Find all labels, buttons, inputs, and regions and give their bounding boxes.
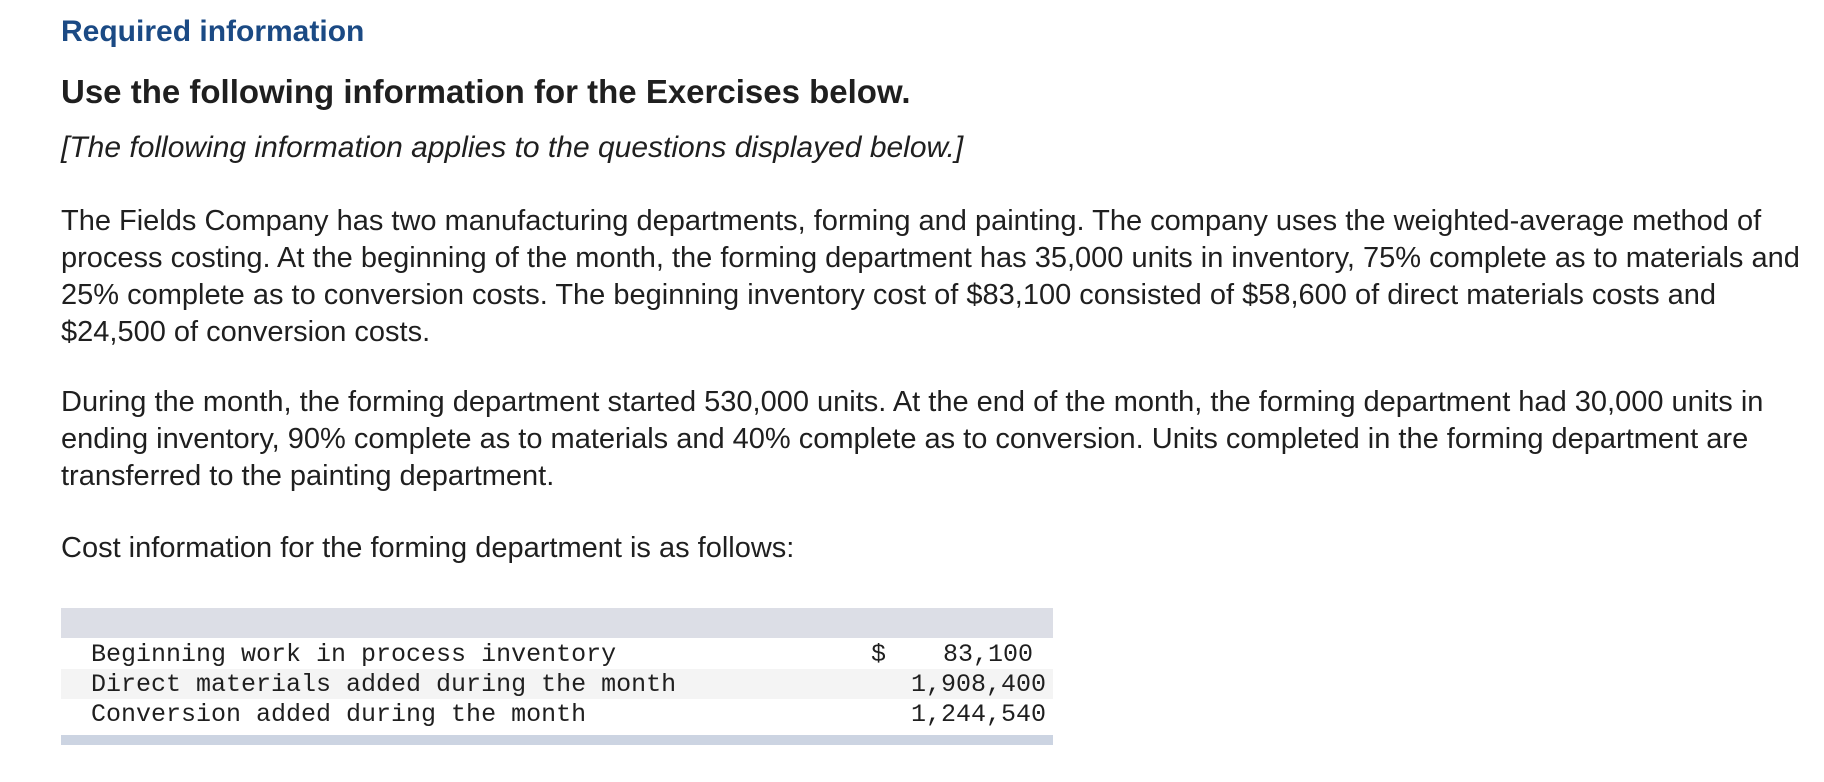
section-heading: Use the following information for the Exercises below.: [61, 73, 911, 110]
row-amount: 1,244,540: [911, 699, 1047, 729]
required-information-label: Required information: [61, 15, 365, 48]
row-label: Conversion added during the month: [91, 699, 587, 729]
table-row: [61, 639, 1053, 669]
row-label: Direct materials added during the month: [91, 669, 677, 699]
instruction-note: [The following information applies to the questions displayed below.]: [61, 131, 964, 164]
row-amount: 1,908,400: [911, 669, 1047, 699]
table-header-bar: [61, 608, 1053, 638]
row-amount: 83,100: [942, 639, 1033, 669]
table-row: [61, 699, 1053, 729]
table-footer-bar: [61, 735, 1053, 745]
paragraph-company-description: The Fields Company has two manufacturing departments, forming and painting. The company uses the weighted-average method of process costing. At the beginning of the month, the forming department has 35,000 units in inventory, 75% complete as to materials and 25% complete as to conversion costs. The beginning inventory cost of $83,100 consisted of $58,600 of direct materials costs and $24,500 of conversion costs.: [61, 205, 1800, 348]
paragraph-cost-intro: Cost information for the forming department is as follows:: [61, 532, 795, 564]
row-currency: $: [871, 639, 887, 669]
paragraph-month-activity: During the month, the forming department started 530,000 units. At the end of the month, the forming department had 30,000 units in ending inventory, 90% complete as to materials and 40% complete as to conversion. Units completed in the forming department are transferred to the painting department.: [61, 386, 1764, 492]
cost-information-table: [61, 608, 1053, 745]
row-label: Beginning work in process inventory: [91, 639, 617, 669]
table-row: [61, 669, 1053, 699]
table-body: [61, 638, 1053, 735]
